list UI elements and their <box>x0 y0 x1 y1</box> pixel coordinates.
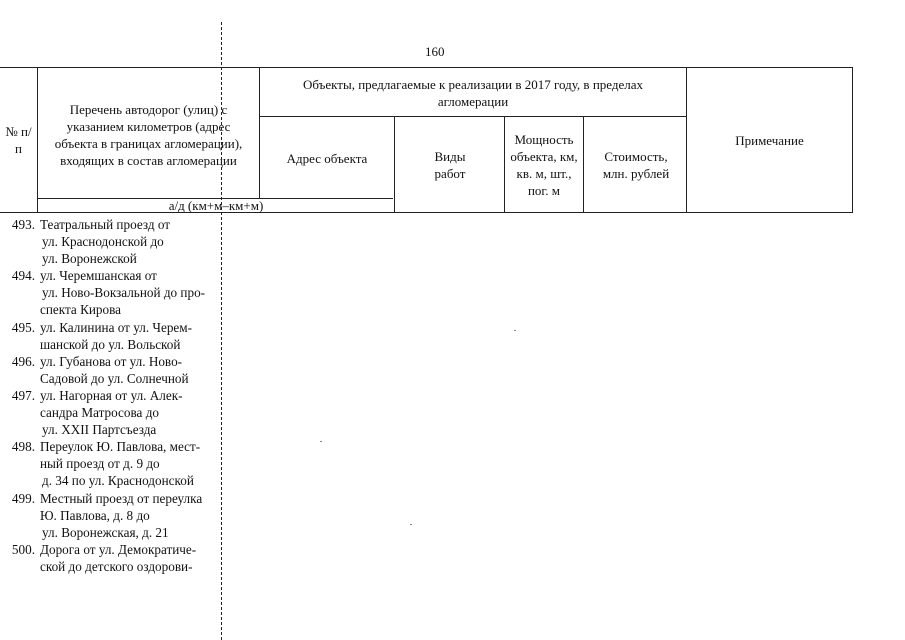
row-number: 494. <box>11 268 35 284</box>
header-capacity: Мощность объекта, км, кв. м, шт., пог. м <box>510 131 578 198</box>
fold-cut-line <box>221 22 222 640</box>
row-text: ул. Калинина от ул. Черем- шанской до ул. Вольской <box>40 319 193 352</box>
row-text: Переулок Ю. Павлова, мест- ный проезд от д. 9 до д. 34 по ул. Краснодонской <box>40 439 201 489</box>
scan-speck <box>514 330 516 331</box>
row-number: 495. <box>11 319 35 335</box>
header-objects-group: Объекты, предлагаемые к реализации в 2017 году, в пределах агломерации <box>302 77 644 109</box>
row-number: 500. <box>11 541 35 557</box>
table-header <box>0 67 853 213</box>
scan-speck <box>320 441 322 442</box>
table-rule-v7 <box>852 67 853 213</box>
row-text: ул. Губанова от ул. Ново- Садовой до ул. Солнечной <box>40 353 189 386</box>
header-num: № п/п <box>5 124 32 156</box>
header-note: Примечание <box>735 132 804 148</box>
row-number: 497. <box>11 387 35 403</box>
row-text: ул. Нагорная от ул. Алек- сандра Матросова до ул. XXII Партсъезда <box>40 387 183 438</box>
page-number: 160 <box>425 44 445 59</box>
row-text: ул. Черемшанская от ул. Ново-Вокзальной до про- спекта Кирова <box>40 268 206 318</box>
header-cost: Стоимость, млн. рублей <box>602 148 670 181</box>
header-roads-unit: а/д (км+м–км+м) <box>168 198 264 213</box>
table-rule-v5 <box>583 116 584 213</box>
row-text: Театральный проезд от ул. Краснодонской до ул. Воронежской <box>40 217 171 267</box>
row-number: 496. <box>11 353 35 369</box>
header-roads: Перечень автодорог (улиц) с указанием километров (адрес объекта в границах агломерации), входящих в состав агломерации <box>54 102 243 168</box>
row-number: 493. <box>11 217 35 232</box>
header-address: Адрес объекта <box>286 150 368 166</box>
row-text: Дорога от ул. Демократиче- ской до детского оздорови- <box>40 541 197 574</box>
row-text: Местный проезд от переулка Ю. Павлова, д. 8 до ул. Воронежская, д. 21 <box>40 490 203 540</box>
table-rule-v3 <box>394 116 395 213</box>
header-works: Виды работ <box>434 148 466 181</box>
row-number: 499. <box>11 490 35 506</box>
row-number: 498. <box>11 439 35 455</box>
scan-speck <box>410 524 412 525</box>
